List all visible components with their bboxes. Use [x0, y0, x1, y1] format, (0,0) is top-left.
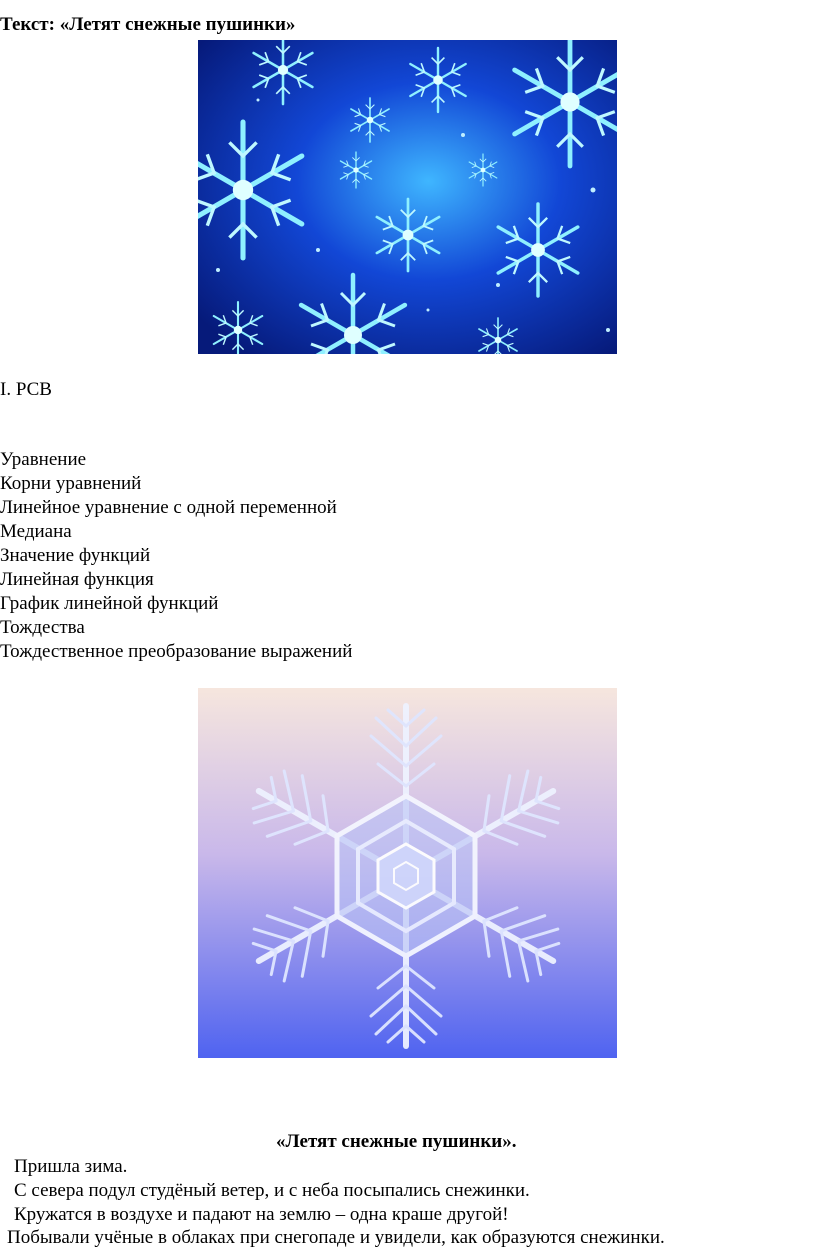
paragraph: С севера подул студёный ветер, и с неба посыпались снежинки. — [14, 1180, 530, 1201]
snowflake-crystal-icon — [198, 688, 617, 1058]
paragraph: Пришла зима. — [14, 1156, 128, 1177]
list-item: Корни уравнений — [0, 473, 142, 494]
list-item: Медиана — [0, 521, 72, 542]
list-item: График линейной функций — [0, 593, 219, 614]
section-label: I. РСВ — [0, 379, 52, 400]
list-item: Тождества — [0, 617, 85, 638]
document-header: Текст: «Летят снежные пушинки» — [0, 14, 296, 35]
story-title: «Летят снежные пушинки». — [276, 1131, 517, 1152]
snowflakes-image — [198, 40, 617, 354]
list-item: Значение функций — [0, 545, 151, 566]
paragraph: Побывали учёные в облаках при снегопаде и увидели, как образуются снежинки. — [7, 1227, 665, 1248]
snowflake-icon — [198, 40, 617, 354]
list-item: Линейная функция — [0, 569, 154, 590]
list-item: Тождественное преобразование выражений — [0, 641, 353, 662]
list-item: Линейное уравнение с одной переменной — [0, 497, 337, 518]
snowflake-crystal-image — [198, 688, 617, 1058]
list-item: Уравнение — [0, 449, 87, 470]
paragraph: Кружатся в воздухе и падают на землю – одна краше другой! — [14, 1204, 509, 1225]
